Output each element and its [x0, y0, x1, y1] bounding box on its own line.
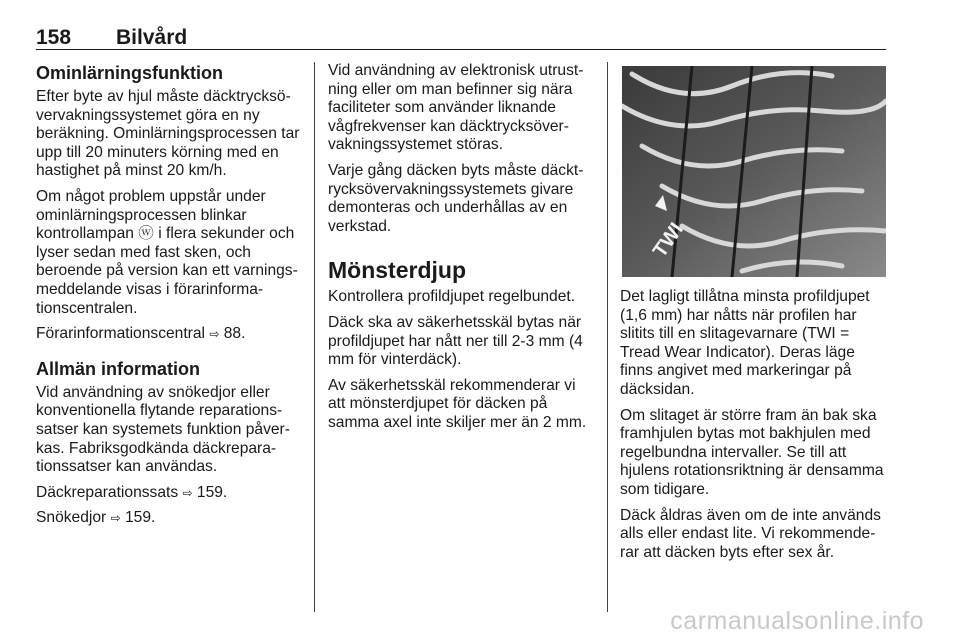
heading-allman-information: Allmän information: [36, 358, 201, 379]
column-2: [328, 62, 594, 440]
paragraph: Däck åldras även om de inte används alls eller endast lite. Vi rekommende-rar att däcken byts efter sex år.: [620, 506, 881, 561]
column-divider-1: [314, 62, 315, 612]
paragraph: Det lagligt tillåtna minsta profildjupet (1,6 mm) har nåtts när profilen har slitits till en slitagevarnare (TWI = Tread Wear Indicator). Deras läge finns angivet med markeringar på däcksidan.: [620, 288, 870, 398]
column-3: [620, 288, 886, 569]
paragraph: Vid användning av elektronisk utrust-ning eller om man befinner sig nära faciliteter som använder liknande vågfrekvenser kan däcktrycksöver-vakningssystemet störas.: [328, 62, 584, 154]
column-divider-2: [607, 62, 608, 612]
paragraph: Vid användning av snökedjor eller konventionella flytande reparations-satser kan systemets funktion påver-kas. Fabriksgodkända däckrepara-tionssatser kan användas.: [36, 383, 290, 476]
heading-monsterdjup: Mönsterdjup: [328, 257, 466, 284]
arrow-right-icon: ⇨: [209, 327, 220, 342]
heading-ominlarning: Ominlärningsfunktion: [36, 63, 223, 83]
tire-tread-illustration: [622, 66, 886, 277]
watermark: carmanualsonline.info: [670, 607, 924, 635]
cross-reference[interactable]: Snökedjor ⇨ 159.: [36, 509, 156, 527]
paragraph: Efter byte av hjul måste däcktrycksö-vervakningssystemet göra en ny beräkning. Ominlärningsprocessen tar upp till 20 minuters körning med en hastighet på minst 20 km/h.: [36, 88, 300, 180]
cross-reference[interactable]: Förarinformationscentral ⇨ 88.: [36, 325, 246, 343]
paragraph: Om något problem uppstår under ominlärningsprocessen blinkar kontrollampan ⓦ i flera sekunder och lyser sedan med fast sken, och beroende på version kan ett varnings-meddelande visas i förarinforma-tionscentralen.: [36, 187, 298, 317]
header-rule: [36, 49, 886, 50]
page-header: [36, 22, 886, 50]
paragraph: Om slitaget är större fram än bak ska framhjulen bytas mot bakhjulen med regelbundna intervaller. Se till att hjulens rotationsriktning är densamma som tidigare.: [620, 406, 884, 498]
column-1: [36, 62, 302, 535]
paragraph: Av säkerhetsskäl rekommenderar vi att mönsterdjupet för däcken på samma axel inte skiljer mer än 2 mm.: [328, 376, 587, 431]
paragraph: Varje gång däcken byts måste däckt-rycksövervakningssystemets givare demonteras och underhållas av en verkstad.: [328, 161, 584, 235]
paragraph: Kontrollera profildjupet regelbundet.: [328, 288, 576, 306]
twi-label: TWI: [648, 219, 688, 262]
page-number: 158: [36, 26, 72, 49]
cross-reference[interactable]: Däckreparationssats ⇨ 159.: [36, 483, 228, 501]
arrow-right-icon: ⇨: [182, 485, 193, 500]
tire-warning-icon: ⓦ: [138, 225, 154, 243]
paragraph: Däck ska av säkerhetsskäl bytas när profildjupet har nått ner till 2-3 mm (4 mm för vinterdäck).: [328, 313, 583, 369]
arrow-right-icon: ⇨: [110, 511, 121, 526]
section-title: Bilvård: [116, 26, 188, 49]
